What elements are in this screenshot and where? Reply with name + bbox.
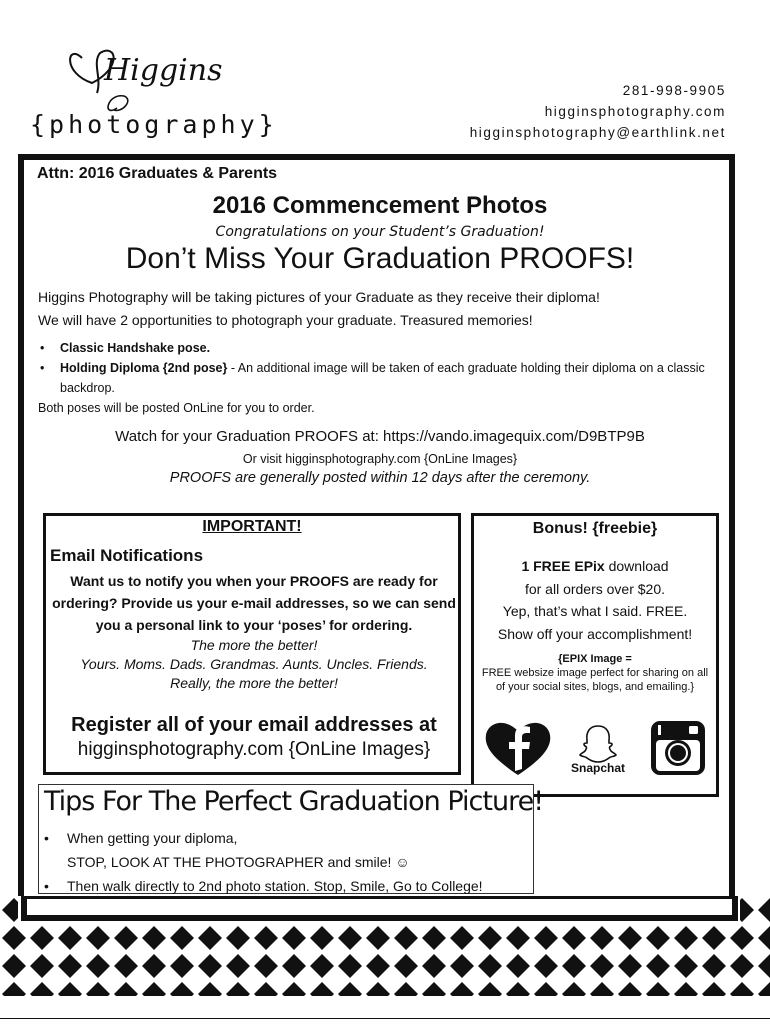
- register-url[interactable]: higginsphotography.com {OnLine Images}: [77, 739, 431, 760]
- bonus-text: [471, 555, 719, 645]
- headline: Don’t Miss Your Graduation PROOFS!: [125, 242, 635, 275]
- list-item: [42, 826, 532, 850]
- logo-script-text: Higgins: [104, 53, 223, 88]
- bonus-line-2: for all orders over $20.: [524, 580, 666, 597]
- intro-line-2: We will have 2 opportunities to photograph your graduate. Treasured memories!: [38, 312, 533, 328]
- website-link[interactable]: higginsphotography.com: [544, 104, 726, 119]
- important-title: IMPORTANT!: [202, 518, 302, 535]
- proofs-timing-note: PROOFS are generally posted within 12 days after the ceremony.: [169, 470, 591, 486]
- really-line: Really, the more the better!: [170, 675, 338, 691]
- or-visit-line[interactable]: Or visit higginsphotography.com {OnLine Images}: [242, 452, 518, 466]
- snapchat-label: Snapchat: [570, 761, 626, 775]
- proofs-url-line[interactable]: Watch for your Graduation PROOFS at: https://vando.imagequix.com/D9BTP9B: [115, 428, 645, 445]
- phone-number: 281-998-9905: [622, 83, 726, 98]
- list-item: [38, 338, 728, 358]
- pose-2-label: Holding Diploma {2nd pose}: [60, 361, 228, 375]
- list-item: [38, 358, 728, 398]
- list-item: [42, 874, 532, 898]
- bonus-line-1-bold: 1 FREE EPix: [521, 558, 605, 574]
- intro-line-1: Higgins Photography will be taking pictures of your Graduate as they receive their diploma!: [38, 289, 600, 305]
- pose-2-description: - An additional image will be taken of each graduate holding their diploma on a classic backdrop.: [60, 361, 705, 395]
- diamond-pattern-border: [0, 896, 770, 1002]
- bonus-line-1-rest: download: [604, 558, 669, 574]
- attn-line: Attn: 2016 Graduates & Parents: [37, 165, 278, 182]
- bonus-title: Bonus! {freebie}: [532, 520, 658, 537]
- snapchat-icon[interactable]: [566, 720, 630, 776]
- more-better-line: The more the better!: [190, 637, 318, 653]
- more-the-better: [48, 636, 460, 693]
- email-notifications-heading: Email Notifications: [50, 546, 204, 565]
- tips-title: Tips For The Perfect Graduation Picture!: [44, 786, 544, 817]
- epix-title: {EPIX Image =: [558, 653, 632, 665]
- epix-description: FREE websize image perfect for sharing on all of your social sites, blogs, and emailing.}: [481, 667, 709, 693]
- congrats-subtitle: Congratulations on your Student’s Graduation!: [215, 224, 545, 240]
- who-line: Yours. Moms. Dads. Grandmas. Aunts. Uncles. Friends.: [80, 656, 428, 672]
- register-heading: Register all of your email addresses at: [71, 714, 437, 736]
- pose-list: [38, 338, 728, 398]
- page-title: 2016 Commencement Photos: [212, 192, 548, 219]
- bonus-line-1: [471, 555, 719, 578]
- email-notifications-text: Want us to notify you when your PROOFS are ready for ordering? Provide us your e-mail addresses, so we can send you a personal link to your ‘poses’ for ordering.: [52, 573, 456, 633]
- logo-wordmark: {photography}: [30, 110, 278, 139]
- higgins-logo: [62, 38, 232, 118]
- tip-1: When getting your diploma,: [67, 830, 238, 846]
- email-address[interactable]: higginsphotography@earthlink.net: [469, 125, 726, 140]
- bonus-line-3: Yep, that’s what I said. FREE.: [502, 603, 688, 619]
- contact-info: [470, 80, 726, 143]
- tip-2: Then walk directly to 2nd photo station. Stop, Smile, Go to College!: [67, 878, 483, 894]
- facebook-icon[interactable]: [484, 719, 552, 777]
- pose-1-label: Classic Handshake pose.: [60, 341, 211, 355]
- tip-1-continued: STOP, LOOK AT THE PHOTOGRAPHER and smile! ☺: [67, 854, 410, 870]
- both-poses-note: Both poses will be posted OnLine for you to order.: [38, 401, 315, 415]
- instagram-icon[interactable]: [650, 720, 706, 776]
- bonus-line-4: Show off your accomplishment!: [497, 625, 693, 642]
- tips-list: [42, 826, 532, 898]
- bottom-rule: [0, 1018, 770, 1019]
